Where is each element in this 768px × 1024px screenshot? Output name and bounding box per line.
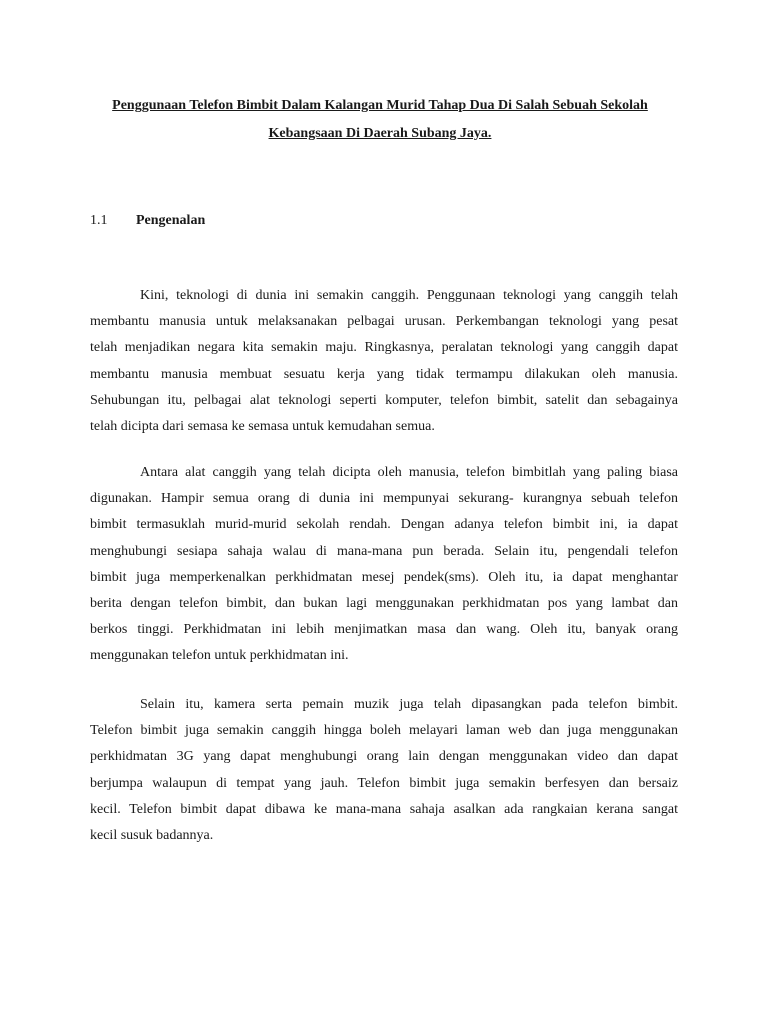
paragraph-line: membantu manusia membuat sesuatu kerja yang tidak termampu dilakukan oleh manusia. bbox=[90, 366, 678, 382]
document-title bbox=[80, 92, 680, 148]
paragraph-line: Kini, teknologi di dunia ini semakin canggih. Penggunaan teknologi yang canggih telah bbox=[140, 288, 678, 303]
paragraph-line: menggunakan telefon untuk perkhidmatan ini. bbox=[90, 648, 349, 664]
paragraph-line: berkos tinggi. Perkhidmatan ini lebih menjimatkan masa dan wang. Oleh itu, banyak orang bbox=[90, 622, 678, 638]
section-heading bbox=[90, 211, 205, 231]
paragraph bbox=[90, 692, 678, 849]
paragraph-line: membantu manusia untuk melaksanakan pelbagai urusan. Perkembangan teknologi yang pesat bbox=[90, 314, 678, 330]
paragraph-line: bimbit juga memperkenalkan perkhidmatan mesej pendek(sms). Oleh itu, ia dapat menghantar bbox=[90, 569, 678, 585]
section-number: 1.1 bbox=[90, 213, 108, 228]
paragraph-line: kecil. Telefon bimbit dapat dibawa ke mana-mana sahaja asalkan ada rangkaian kerana sangat bbox=[90, 801, 678, 817]
paragraph-line: kecil susuk badannya. bbox=[90, 828, 214, 844]
paragraph-line: perkhidmatan 3G yang dapat menghubungi orang lain dengan menggunakan video dan dapat bbox=[90, 749, 678, 765]
paragraph-line: Selain itu, kamera serta pemain muzik juga telah dipasangkan pada telefon bimbit. bbox=[140, 697, 678, 712]
paragraph-line: bimbit termasuklah murid-murid sekolah rendah. Dengan adanya telefon bimbit ini, ia dapat bbox=[90, 517, 678, 533]
paragraph-line: menghubungi sesiapa sahaja walau di mana-mana pun berada. Selain itu, pengendali telefon bbox=[90, 543, 678, 559]
paragraph-line: Telefon bimbit juga semakin canggih hingga boleh melayari laman web dan juga menggunakan bbox=[90, 723, 678, 739]
paragraph-line: Sehubungan itu, pelbagai alat teknologi seperti komputer, telefon bimbit, satelit dan sebagainya bbox=[90, 392, 678, 408]
paragraph-line: berita dengan telefon bimbit, dan bukan lagi menggunakan perkhidmatan pos yang lambat dan bbox=[90, 596, 678, 612]
paragraph-line: Antara alat canggih yang telah dicipta oleh manusia, telefon bimbitlah yang paling biasa bbox=[140, 465, 678, 480]
paragraph-line: digunakan. Hampir semua orang di dunia ini mempunyai sekurang- kurangnya sebuah telefon bbox=[90, 491, 678, 507]
paragraph bbox=[90, 460, 678, 670]
title-line: Penggunaan Telefon Bimbit Dalam Kalangan Murid Tahap Dua Di Salah Sebuah Sekolah bbox=[112, 98, 648, 113]
paragraph-line: telah menjadikan negara kita semakin maju. Ringkasnya, peralatan teknologi yang canggih dapat bbox=[90, 340, 678, 356]
section-title: Pengenalan bbox=[136, 213, 206, 228]
paragraph-line: berjumpa walaupun di tempat yang jauh. Telefon bimbit juga semakin berfesyen dan bersaiz bbox=[90, 775, 678, 791]
paragraph-line: telah dicipta dari semasa ke semasa untuk kemudahan semua. bbox=[90, 419, 435, 435]
paragraph bbox=[90, 283, 678, 440]
title-line: Kebangsaan Di Daerah Subang Jaya. bbox=[268, 126, 492, 141]
